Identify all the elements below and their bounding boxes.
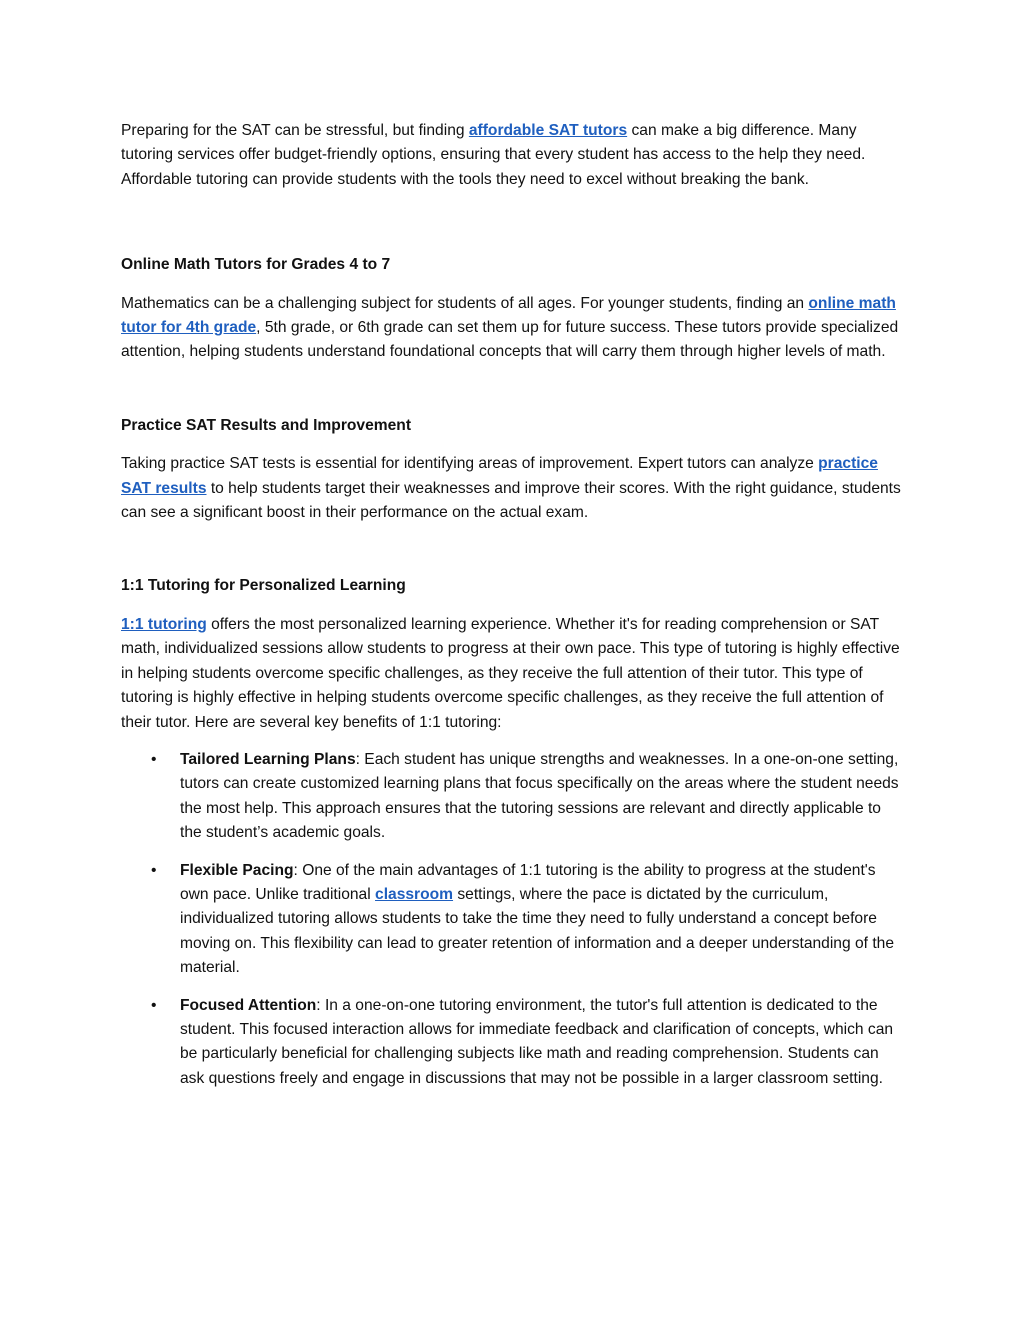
intro-paragraph: [121, 119, 904, 192]
benefit-text-before: : One of the main advantages of 1:1 tutoring is the ability to progress at the student's own pace. Unlike traditional: [180, 861, 876, 903]
benefit-text-after: settings, where the pace is dictated by the curriculum, individualized tutoring allows students to take the time they need to fully understand a concept before moving on. This flexibility can lead to greater retention of information and a deeper understanding of the material.: [180, 885, 895, 977]
sat-text-before: Taking practice SAT tests is essential for identifying areas of improvement. Expert tutors can analyze: [121, 455, 819, 473]
classroom-link[interactable]: classroom: [375, 885, 454, 903]
benefit-term: Focused Attention: [180, 996, 317, 1014]
tutoring-section-paragraph: [121, 613, 904, 735]
bullet-icon: •: [151, 996, 157, 1014]
tutoring-text-after: offers the most personalized learning experience. Whether it's for reading comprehension or SAT math, individualized sessions allow students to progress at their own pace. This type of tutoring is highly effective in helping students overcome specific challenges, as they receive the full attention of their tutor. This type of tutoring is highly effective in helping students overcome specific challenges, as they receive the full attention of their tutor. Here are several key benefits of 1:1 tutoring:: [121, 615, 900, 731]
math-text-after: , 5th grade, or 6th grade can set them up for future success. These tutors provide specialized attention, helping students understand foundational concepts that will carry them through higher levels of math.: [121, 319, 899, 361]
benefit-text: : In a one-on-one tutoring environment, the tutor's full attention is dedicated to the student. This focused interaction allows for immediate feedback and clarification of concepts, which can be particularly beneficial for challenging subjects like math and reading comprehension. Students can ask questions freely and engage in discussions that may not be possible in a larger classroom setting.: [180, 996, 894, 1087]
sat-section-heading: Practice SAT Results and Improvement: [121, 416, 412, 434]
list-item: [151, 994, 904, 1092]
affordable-sat-tutors-link[interactable]: affordable SAT tutors: [468, 122, 628, 139]
list-item: [151, 859, 904, 981]
math-text-before: Mathematics can be a challenging subject for students of all ages. For younger students, finding an: [121, 294, 809, 312]
benefit-text: : Each student has unique strengths and weaknesses. In a one-on-one setting, tutors can create customized learning plans that focus specifically on the areas where the student needs the most help. This approach ensures that the tutoring sessions are relevant and directly applicable to the student’s academic goals.: [180, 750, 899, 842]
online-math-tutor-link[interactable]: online math tutor for 4th grade: [121, 294, 896, 337]
benefit-term: Tailored Learning Plans: [180, 750, 356, 768]
intro-text-before: Preparing for the SAT can be stressful, but finding: [121, 122, 469, 139]
sat-section-paragraph: [121, 452, 904, 525]
bullet-icon: •: [151, 861, 157, 879]
practice-sat-results-link[interactable]: practice SAT results: [121, 455, 878, 497]
bullet-icon: •: [151, 750, 157, 768]
math-section-heading: Online Math Tutors for Grades 4 to 7: [121, 256, 391, 274]
benefits-list: [121, 748, 904, 1091]
intro-text-after: can make a big difference. Many tutoring services offer budget-friendly options, ensuring that every student has access to the help they need. Affordable tutoring can provide students with the tools they need to excel without breaking the bank.: [121, 122, 866, 188]
tutoring-section-heading: 1:1 Tutoring for Personalized Learning: [121, 577, 406, 595]
list-item: [151, 748, 904, 846]
one-on-one-tutoring-link[interactable]: 1:1 tutoring: [121, 615, 207, 633]
sat-text-after: to help students target their weaknesses and improve their scores. With the right guidance, students can see a significant boost in their performance on the actual exam.: [121, 479, 901, 522]
benefit-term: Flexible Pacing: [180, 861, 294, 879]
math-section-paragraph: [121, 292, 904, 365]
